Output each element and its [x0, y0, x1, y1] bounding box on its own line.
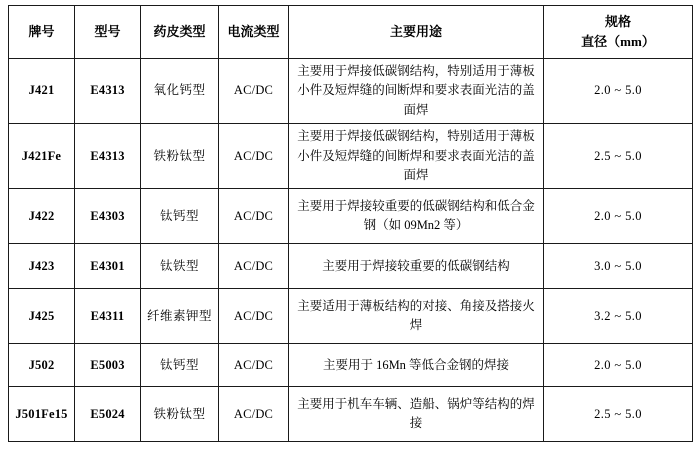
document-page — [0, 5, 700, 460]
cell-size: 2.0 ~ 5.0 — [544, 189, 693, 244]
cell-model: E4303 — [75, 189, 141, 244]
cell-coating: 铁粉钛型 — [141, 124, 219, 189]
column-header-size — [544, 6, 693, 59]
cell-use: 主要用于机车车辆、造船、锅炉等结构的焊接 — [289, 387, 544, 442]
cell-current: AC/DC — [219, 387, 289, 442]
cell-brand: J421Fe — [9, 124, 75, 189]
cell-coating: 钛铁型 — [141, 244, 219, 289]
cell-model: E4313 — [75, 124, 141, 189]
cell-size: 3.0 ~ 5.0 — [544, 244, 693, 289]
cell-brand: J502 — [9, 344, 75, 387]
cell-current: AC/DC — [219, 124, 289, 189]
cell-use: 主要适用于薄板结构的对接、角接及搭接火焊 — [289, 289, 544, 344]
table-row — [9, 124, 693, 189]
cell-brand: J501Fe15 — [9, 387, 75, 442]
cell-model: E4301 — [75, 244, 141, 289]
table-row — [9, 344, 693, 387]
cell-brand: J423 — [9, 244, 75, 289]
cell-brand: J421 — [9, 59, 75, 124]
cell-current: AC/DC — [219, 244, 289, 289]
column-header-brand: 牌号 — [9, 6, 75, 59]
cell-brand: J425 — [9, 289, 75, 344]
cell-size: 2.0 ~ 5.0 — [544, 344, 693, 387]
electrode-spec-table — [8, 5, 693, 442]
cell-coating: 钛钙型 — [141, 189, 219, 244]
column-header-size-line2: 直径（mm） — [581, 34, 655, 49]
table-row — [9, 387, 693, 442]
cell-model: E5024 — [75, 387, 141, 442]
cell-size: 3.2 ~ 5.0 — [544, 289, 693, 344]
cell-current: AC/DC — [219, 59, 289, 124]
cell-coating: 纤维素钾型 — [141, 289, 219, 344]
cell-coating: 氧化钙型 — [141, 59, 219, 124]
cell-model: E5003 — [75, 344, 141, 387]
cell-model: E4313 — [75, 59, 141, 124]
cell-coating: 铁粉钛型 — [141, 387, 219, 442]
cell-use: 主要用于焊接低碳钢结构，特别适用于薄板小件及短焊缝的间断焊和要求表面光洁的盖面焊 — [289, 59, 544, 124]
cell-use: 主要用于焊接低碳钢结构，特别适用于薄板小件及短焊缝的间断焊和要求表面光洁的盖面焊 — [289, 124, 544, 189]
cell-use: 主要用于 16Mn 等低合金钢的焊接 — [289, 344, 544, 387]
cell-brand: J422 — [9, 189, 75, 244]
cell-size: 2.5 ~ 5.0 — [544, 124, 693, 189]
cell-use: 主要用于焊接较重要的低碳钢结构 — [289, 244, 544, 289]
table-row — [9, 59, 693, 124]
column-header-model: 型号 — [75, 6, 141, 59]
cell-model: E4311 — [75, 289, 141, 344]
column-header-size-line1: 规格 — [604, 13, 631, 29]
table-row — [9, 244, 693, 289]
table-row — [9, 289, 693, 344]
cell-current: AC/DC — [219, 344, 289, 387]
column-header-use: 主要用途 — [289, 6, 544, 59]
cell-size: 2.0 ~ 5.0 — [544, 59, 693, 124]
table-row — [9, 189, 693, 244]
cell-coating: 钛钙型 — [141, 344, 219, 387]
table-header-row — [9, 6, 693, 59]
column-header-current: 电流类型 — [219, 6, 289, 59]
cell-current: AC/DC — [219, 289, 289, 344]
cell-use: 主要用于焊接较重要的低碳钢结构和低合金钢（如 09Mn2 等） — [289, 189, 544, 244]
column-header-coating: 药皮类型 — [141, 6, 219, 59]
table-body — [9, 59, 693, 442]
cell-size: 2.5 ~ 5.0 — [544, 387, 693, 442]
cell-current: AC/DC — [219, 189, 289, 244]
